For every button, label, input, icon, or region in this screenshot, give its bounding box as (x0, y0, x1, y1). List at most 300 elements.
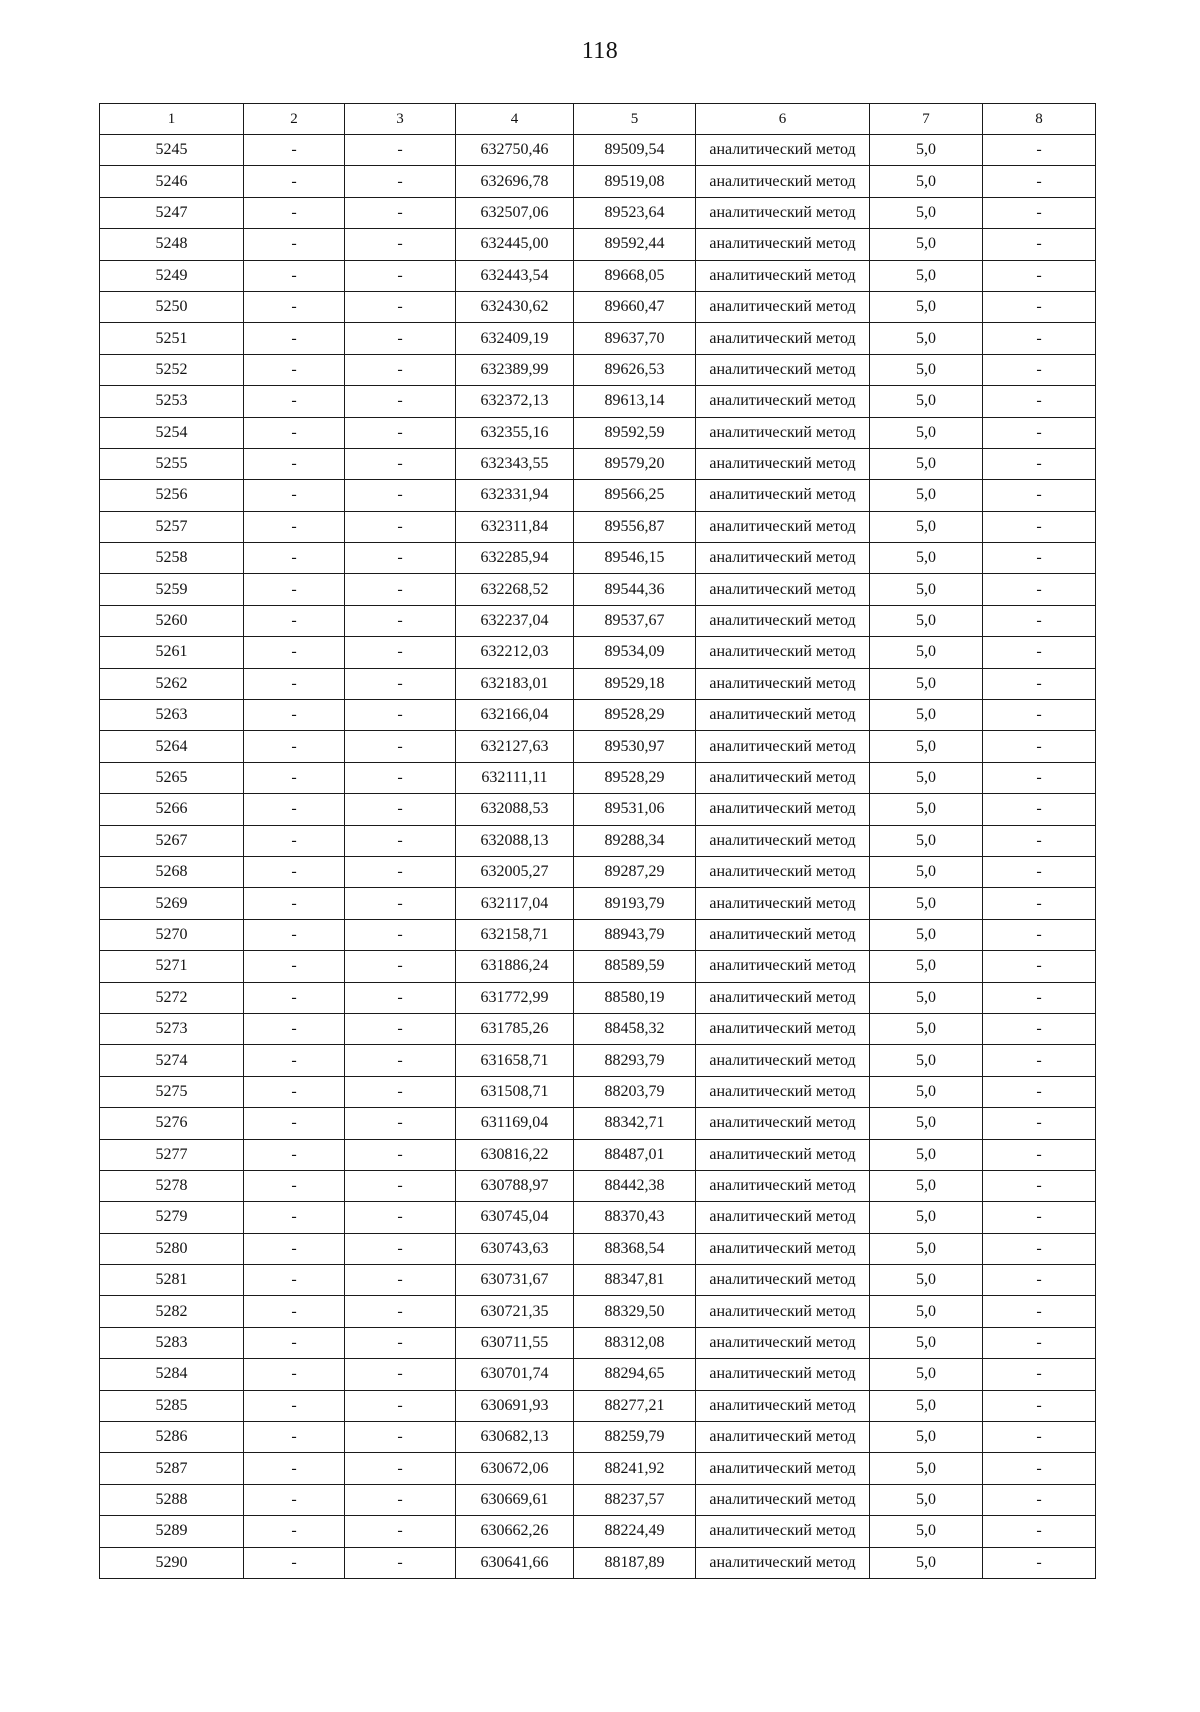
col8-cell: - (983, 637, 1096, 668)
col8-cell: - (983, 197, 1096, 228)
col2-cell: - (244, 1265, 345, 1296)
table-row (100, 982, 1096, 1013)
col3-cell: - (345, 1327, 456, 1358)
x-coordinate-cell: 632166,04 (456, 700, 574, 731)
col2-cell: - (244, 260, 345, 291)
col8-cell: - (983, 480, 1096, 511)
col8-cell: - (983, 1233, 1096, 1264)
table-row (100, 951, 1096, 982)
col3-cell: - (345, 260, 456, 291)
point-number-cell: 5249 (100, 260, 244, 291)
method-cell: аналитический метод (696, 825, 870, 856)
point-number-cell: 5280 (100, 1233, 244, 1264)
col2-cell: - (244, 951, 345, 982)
y-coordinate-cell: 89546,15 (574, 543, 696, 574)
point-number-cell: 5266 (100, 794, 244, 825)
col8-cell: - (983, 1484, 1096, 1515)
accuracy-cell: 5,0 (870, 1390, 983, 1421)
table-row (100, 731, 1096, 762)
col8-cell: - (983, 1327, 1096, 1358)
y-coordinate-cell: 88347,81 (574, 1265, 696, 1296)
table-row (100, 700, 1096, 731)
column-header-7: 7 (870, 104, 983, 135)
col8-cell: - (983, 951, 1096, 982)
accuracy-cell: 5,0 (870, 1076, 983, 1107)
col3-cell: - (345, 1045, 456, 1076)
x-coordinate-cell: 631785,26 (456, 1013, 574, 1044)
method-cell: аналитический метод (696, 1076, 870, 1107)
y-coordinate-cell: 89287,29 (574, 856, 696, 887)
x-coordinate-cell: 632311,84 (456, 511, 574, 542)
table-row (100, 1265, 1096, 1296)
x-coordinate-cell: 632750,46 (456, 135, 574, 166)
accuracy-cell: 5,0 (870, 919, 983, 950)
y-coordinate-cell: 89556,87 (574, 511, 696, 542)
table-row (100, 1233, 1096, 1264)
col2-cell: - (244, 605, 345, 636)
accuracy-cell: 5,0 (870, 637, 983, 668)
accuracy-cell: 5,0 (870, 605, 983, 636)
col2-cell: - (244, 1233, 345, 1264)
x-coordinate-cell: 632127,63 (456, 731, 574, 762)
method-cell: аналитический метод (696, 480, 870, 511)
point-number-cell: 5267 (100, 825, 244, 856)
table-row (100, 291, 1096, 322)
col3-cell: - (345, 323, 456, 354)
method-cell: аналитический метод (696, 1422, 870, 1453)
method-cell: аналитический метод (696, 982, 870, 1013)
y-coordinate-cell: 89544,36 (574, 574, 696, 605)
x-coordinate-cell: 632372,13 (456, 386, 574, 417)
point-number-cell: 5271 (100, 951, 244, 982)
accuracy-cell: 5,0 (870, 762, 983, 793)
column-header-6: 6 (696, 104, 870, 135)
col2-cell: - (244, 1170, 345, 1201)
coordinates-table (99, 103, 1096, 1579)
method-cell: аналитический метод (696, 1484, 870, 1515)
accuracy-cell: 5,0 (870, 1202, 983, 1233)
point-number-cell: 5246 (100, 166, 244, 197)
col8-cell: - (983, 762, 1096, 793)
x-coordinate-cell: 630711,55 (456, 1327, 574, 1358)
method-cell: аналитический метод (696, 605, 870, 636)
table-row (100, 260, 1096, 291)
y-coordinate-cell: 89528,29 (574, 762, 696, 793)
accuracy-cell: 5,0 (870, 386, 983, 417)
point-number-cell: 5265 (100, 762, 244, 793)
col8-cell: - (983, 1547, 1096, 1578)
accuracy-cell: 5,0 (870, 1484, 983, 1515)
point-number-cell: 5248 (100, 229, 244, 260)
table-row (100, 480, 1096, 511)
col2-cell: - (244, 166, 345, 197)
y-coordinate-cell: 89519,08 (574, 166, 696, 197)
accuracy-cell: 5,0 (870, 574, 983, 605)
accuracy-cell: 5,0 (870, 951, 983, 982)
col2-cell: - (244, 135, 345, 166)
col3-cell: - (345, 1108, 456, 1139)
method-cell: аналитический метод (696, 762, 870, 793)
col3-cell: - (345, 229, 456, 260)
col3-cell: - (345, 731, 456, 762)
point-number-cell: 5278 (100, 1170, 244, 1201)
method-cell: аналитический метод (696, 448, 870, 479)
x-coordinate-cell: 632268,52 (456, 574, 574, 605)
col8-cell: - (983, 668, 1096, 699)
x-coordinate-cell: 630691,93 (456, 1390, 574, 1421)
accuracy-cell: 5,0 (870, 825, 983, 856)
col2-cell: - (244, 919, 345, 950)
accuracy-cell: 5,0 (870, 1265, 983, 1296)
y-coordinate-cell: 88368,54 (574, 1233, 696, 1264)
col2-cell: - (244, 762, 345, 793)
x-coordinate-cell: 631169,04 (456, 1108, 574, 1139)
x-coordinate-cell: 632443,54 (456, 260, 574, 291)
x-coordinate-cell: 632696,78 (456, 166, 574, 197)
method-cell: аналитический метод (696, 417, 870, 448)
table-row (100, 511, 1096, 542)
y-coordinate-cell: 88259,79 (574, 1422, 696, 1453)
col2-cell: - (244, 386, 345, 417)
method-cell: аналитический метод (696, 1202, 870, 1233)
y-coordinate-cell: 89528,29 (574, 700, 696, 731)
method-cell: аналитический метод (696, 291, 870, 322)
method-cell: аналитический метод (696, 1013, 870, 1044)
x-coordinate-cell: 630669,61 (456, 1484, 574, 1515)
x-coordinate-cell: 630816,22 (456, 1139, 574, 1170)
table-row (100, 1484, 1096, 1515)
table-row (100, 166, 1096, 197)
table-row (100, 354, 1096, 385)
col3-cell: - (345, 1390, 456, 1421)
accuracy-cell: 5,0 (870, 197, 983, 228)
method-cell: аналитический метод (696, 731, 870, 762)
col3-cell: - (345, 1453, 456, 1484)
col3-cell: - (345, 354, 456, 385)
x-coordinate-cell: 630731,67 (456, 1265, 574, 1296)
col3-cell: - (345, 291, 456, 322)
point-number-cell: 5251 (100, 323, 244, 354)
col8-cell: - (983, 1045, 1096, 1076)
col3-cell: - (345, 1170, 456, 1201)
col2-cell: - (244, 574, 345, 605)
col3-cell: - (345, 1076, 456, 1107)
accuracy-cell: 5,0 (870, 794, 983, 825)
method-cell: аналитический метод (696, 668, 870, 699)
col3-cell: - (345, 543, 456, 574)
accuracy-cell: 5,0 (870, 888, 983, 919)
col3-cell: - (345, 1422, 456, 1453)
x-coordinate-cell: 632212,03 (456, 637, 574, 668)
col3-cell: - (345, 417, 456, 448)
table-row (100, 197, 1096, 228)
y-coordinate-cell: 88487,01 (574, 1139, 696, 1170)
col3-cell: - (345, 825, 456, 856)
col2-cell: - (244, 1547, 345, 1578)
accuracy-cell: 5,0 (870, 1108, 983, 1139)
method-cell: аналитический метод (696, 260, 870, 291)
col8-cell: - (983, 417, 1096, 448)
col3-cell: - (345, 1296, 456, 1327)
point-number-cell: 5262 (100, 668, 244, 699)
col8-cell: - (983, 386, 1096, 417)
point-number-cell: 5250 (100, 291, 244, 322)
y-coordinate-cell: 88224,49 (574, 1516, 696, 1547)
point-number-cell: 5286 (100, 1422, 244, 1453)
col8-cell: - (983, 1076, 1096, 1107)
x-coordinate-cell: 632117,04 (456, 888, 574, 919)
column-header-1: 1 (100, 104, 244, 135)
col8-cell: - (983, 135, 1096, 166)
col2-cell: - (244, 856, 345, 887)
table-row (100, 1422, 1096, 1453)
y-coordinate-cell: 88237,57 (574, 1484, 696, 1515)
x-coordinate-cell: 630743,63 (456, 1233, 574, 1264)
x-coordinate-cell: 632430,62 (456, 291, 574, 322)
col3-cell: - (345, 386, 456, 417)
y-coordinate-cell: 89566,25 (574, 480, 696, 511)
accuracy-cell: 5,0 (870, 1233, 983, 1264)
y-coordinate-cell: 88329,50 (574, 1296, 696, 1327)
table-row (100, 229, 1096, 260)
method-cell: аналитический метод (696, 511, 870, 542)
y-coordinate-cell: 89579,20 (574, 448, 696, 479)
method-cell: аналитический метод (696, 1045, 870, 1076)
method-cell: аналитический метод (696, 1233, 870, 1264)
y-coordinate-cell: 88580,19 (574, 982, 696, 1013)
col8-cell: - (983, 448, 1096, 479)
table-row (100, 668, 1096, 699)
y-coordinate-cell: 89529,18 (574, 668, 696, 699)
col8-cell: - (983, 1013, 1096, 1044)
table-row (100, 825, 1096, 856)
table-row (100, 1076, 1096, 1107)
col3-cell: - (345, 605, 456, 636)
accuracy-cell: 5,0 (870, 480, 983, 511)
table-row (100, 762, 1096, 793)
y-coordinate-cell: 89530,97 (574, 731, 696, 762)
method-cell: аналитический метод (696, 229, 870, 260)
table-row (100, 1359, 1096, 1390)
col3-cell: - (345, 1013, 456, 1044)
point-number-cell: 5272 (100, 982, 244, 1013)
method-cell: аналитический метод (696, 1359, 870, 1390)
point-number-cell: 5261 (100, 637, 244, 668)
x-coordinate-cell: 632183,01 (456, 668, 574, 699)
accuracy-cell: 5,0 (870, 448, 983, 479)
accuracy-cell: 5,0 (870, 1422, 983, 1453)
col3-cell: - (345, 794, 456, 825)
y-coordinate-cell: 89637,70 (574, 323, 696, 354)
point-number-cell: 5259 (100, 574, 244, 605)
y-coordinate-cell: 89531,06 (574, 794, 696, 825)
table-row (100, 135, 1096, 166)
col3-cell: - (345, 856, 456, 887)
point-number-cell: 5260 (100, 605, 244, 636)
table-row (100, 919, 1096, 950)
method-cell: аналитический метод (696, 637, 870, 668)
col8-cell: - (983, 1453, 1096, 1484)
y-coordinate-cell: 88442,38 (574, 1170, 696, 1201)
col3-cell: - (345, 1139, 456, 1170)
method-cell: аналитический метод (696, 197, 870, 228)
table-row (100, 1108, 1096, 1139)
x-coordinate-cell: 632285,94 (456, 543, 574, 574)
x-coordinate-cell: 630682,13 (456, 1422, 574, 1453)
method-cell: аналитический метод (696, 323, 870, 354)
column-header-3: 3 (345, 104, 456, 135)
point-number-cell: 5289 (100, 1516, 244, 1547)
point-number-cell: 5281 (100, 1265, 244, 1296)
point-number-cell: 5282 (100, 1296, 244, 1327)
y-coordinate-cell: 89537,67 (574, 605, 696, 636)
col8-cell: - (983, 229, 1096, 260)
table-row (100, 1327, 1096, 1358)
point-number-cell: 5279 (100, 1202, 244, 1233)
table-row (100, 417, 1096, 448)
y-coordinate-cell: 89288,34 (574, 825, 696, 856)
col2-cell: - (244, 700, 345, 731)
col8-cell: - (983, 1422, 1096, 1453)
x-coordinate-cell: 632088,53 (456, 794, 574, 825)
method-cell: аналитический метод (696, 1265, 870, 1296)
point-number-cell: 5284 (100, 1359, 244, 1390)
col2-cell: - (244, 731, 345, 762)
x-coordinate-cell: 631508,71 (456, 1076, 574, 1107)
col2-cell: - (244, 229, 345, 260)
method-cell: аналитический метод (696, 1170, 870, 1201)
y-coordinate-cell: 88458,32 (574, 1013, 696, 1044)
y-coordinate-cell: 88294,65 (574, 1359, 696, 1390)
col2-cell: - (244, 637, 345, 668)
accuracy-cell: 5,0 (870, 1359, 983, 1390)
point-number-cell: 5273 (100, 1013, 244, 1044)
method-cell: аналитический метод (696, 1516, 870, 1547)
col8-cell: - (983, 291, 1096, 322)
x-coordinate-cell: 632409,19 (456, 323, 574, 354)
col2-cell: - (244, 1516, 345, 1547)
method-cell: аналитический метод (696, 354, 870, 385)
method-cell: аналитический метод (696, 1139, 870, 1170)
x-coordinate-cell: 632005,27 (456, 856, 574, 887)
table-row (100, 1045, 1096, 1076)
point-number-cell: 5268 (100, 856, 244, 887)
x-coordinate-cell: 632237,04 (456, 605, 574, 636)
col3-cell: - (345, 574, 456, 605)
method-cell: аналитический метод (696, 794, 870, 825)
col2-cell: - (244, 1390, 345, 1421)
col2-cell: - (244, 888, 345, 919)
x-coordinate-cell: 632389,99 (456, 354, 574, 385)
col8-cell: - (983, 1170, 1096, 1201)
col8-cell: - (983, 605, 1096, 636)
point-number-cell: 5258 (100, 543, 244, 574)
method-cell: аналитический метод (696, 574, 870, 605)
col2-cell: - (244, 1045, 345, 1076)
y-coordinate-cell: 88943,79 (574, 919, 696, 950)
col2-cell: - (244, 1296, 345, 1327)
accuracy-cell: 5,0 (870, 731, 983, 762)
method-cell: аналитический метод (696, 543, 870, 574)
col3-cell: - (345, 700, 456, 731)
col3-cell: - (345, 951, 456, 982)
accuracy-cell: 5,0 (870, 1547, 983, 1578)
method-cell: аналитический метод (696, 386, 870, 417)
col3-cell: - (345, 982, 456, 1013)
col8-cell: - (983, 354, 1096, 385)
col2-cell: - (244, 1422, 345, 1453)
table-row (100, 637, 1096, 668)
col2-cell: - (244, 417, 345, 448)
table-row (100, 1013, 1096, 1044)
table-row (100, 1516, 1096, 1547)
col3-cell: - (345, 1233, 456, 1264)
x-coordinate-cell: 630745,04 (456, 1202, 574, 1233)
point-number-cell: 5257 (100, 511, 244, 542)
table-row (100, 323, 1096, 354)
col8-cell: - (983, 574, 1096, 605)
col2-cell: - (244, 1108, 345, 1139)
column-header-2: 2 (244, 104, 345, 135)
col8-cell: - (983, 1139, 1096, 1170)
point-number-cell: 5285 (100, 1390, 244, 1421)
col8-cell: - (983, 1202, 1096, 1233)
table-row (100, 1202, 1096, 1233)
x-coordinate-cell: 631658,71 (456, 1045, 574, 1076)
table-row (100, 794, 1096, 825)
x-coordinate-cell: 632088,13 (456, 825, 574, 856)
table-row (100, 605, 1096, 636)
col3-cell: - (345, 480, 456, 511)
y-coordinate-cell: 88241,92 (574, 1453, 696, 1484)
col8-cell: - (983, 856, 1096, 887)
point-number-cell: 5290 (100, 1547, 244, 1578)
col8-cell: - (983, 323, 1096, 354)
col3-cell: - (345, 888, 456, 919)
method-cell: аналитический метод (696, 1453, 870, 1484)
x-coordinate-cell: 630662,26 (456, 1516, 574, 1547)
method-cell: аналитический метод (696, 919, 870, 950)
x-coordinate-cell: 630672,06 (456, 1453, 574, 1484)
col3-cell: - (345, 919, 456, 950)
accuracy-cell: 5,0 (870, 982, 983, 1013)
col3-cell: - (345, 197, 456, 228)
col8-cell: - (983, 260, 1096, 291)
table-row (100, 574, 1096, 605)
col2-cell: - (244, 354, 345, 385)
y-coordinate-cell: 88203,79 (574, 1076, 696, 1107)
point-number-cell: 5288 (100, 1484, 244, 1515)
col3-cell: - (345, 1359, 456, 1390)
col2-cell: - (244, 668, 345, 699)
table-row (100, 543, 1096, 574)
method-cell: аналитический метод (696, 888, 870, 919)
table-row (100, 1139, 1096, 1170)
y-coordinate-cell: 88277,21 (574, 1390, 696, 1421)
accuracy-cell: 5,0 (870, 1139, 983, 1170)
method-cell: аналитический метод (696, 1296, 870, 1327)
col8-cell: - (983, 919, 1096, 950)
y-coordinate-cell: 88589,59 (574, 951, 696, 982)
accuracy-cell: 5,0 (870, 700, 983, 731)
table-row (100, 1296, 1096, 1327)
point-number-cell: 5269 (100, 888, 244, 919)
y-coordinate-cell: 88187,89 (574, 1547, 696, 1578)
method-cell: аналитический метод (696, 951, 870, 982)
point-number-cell: 5275 (100, 1076, 244, 1107)
y-coordinate-cell: 88312,08 (574, 1327, 696, 1358)
y-coordinate-cell: 88370,43 (574, 1202, 696, 1233)
